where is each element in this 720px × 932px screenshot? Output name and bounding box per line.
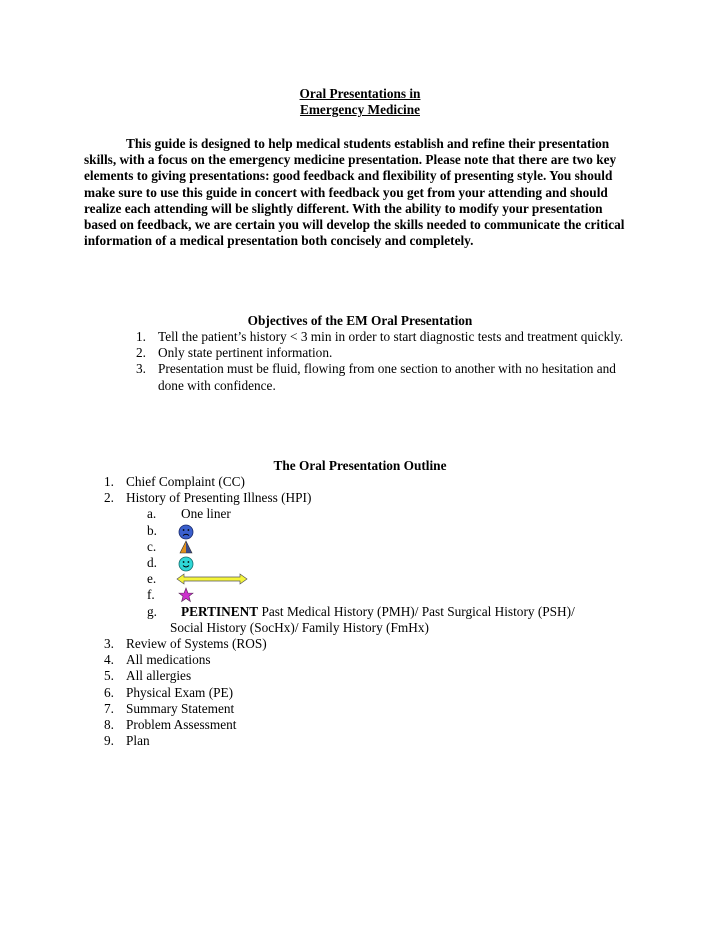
outline-item: [104, 474, 626, 490]
outline-item: [104, 635, 626, 652]
title-line-2: Emergency Medicine: [299, 102, 420, 118]
outline-text: Physical Exam (PE): [126, 684, 234, 700]
smiley-face-icon: [178, 556, 194, 572]
outline-text: Review of Systems (ROS): [126, 635, 267, 651]
hpi-sub-letter: e.: [147, 571, 157, 587]
title-line-1: Oral Presentations in: [299, 86, 421, 101]
outline-text: History of Presenting Illness (HPI): [126, 490, 312, 506]
document-title: [0, 86, 720, 118]
hpi-sub-item: [126, 555, 626, 571]
outline-text: All medications: [126, 652, 211, 668]
objective-number: 2.: [136, 345, 146, 361]
outline-number: 2.: [104, 490, 114, 506]
outline-item: [104, 668, 626, 684]
outline-text: Chief Complaint (CC): [126, 474, 245, 489]
objectives-list: [136, 329, 628, 394]
objective-number: 3.: [136, 361, 146, 377]
hpi-sub-letter: c.: [147, 538, 157, 554]
hpi-sub-letter: g.: [147, 603, 157, 619]
double-arrow-icon: [176, 573, 248, 585]
outline-number: 3.: [104, 635, 114, 651]
outline-number: 4.: [104, 652, 114, 668]
hpi-sub-letter: b.: [147, 522, 157, 538]
objective-text: Tell the patient’s history < 3 min in order to start diagnostic tests and treatment quickly.: [158, 329, 624, 344]
outline-number: 5.: [104, 668, 114, 684]
hpi-sub-item: [126, 506, 626, 522]
objective-item: [136, 329, 628, 345]
hpi-sub-text: One liner: [181, 506, 231, 522]
outline-number: 9.: [104, 733, 114, 749]
pertinent-history-line-1: Past Medical History (PMH)/ Past Surgical History (PSH)/: [261, 603, 575, 619]
outline-item: [104, 733, 626, 749]
outline-item: [104, 490, 626, 636]
sad-face-icon: [178, 524, 194, 540]
pertinent-history-line-2: Social History (SocHx)/ Family History (FmHx): [170, 619, 429, 635]
hpi-sub-letter: a.: [147, 506, 157, 522]
hpi-sub-item: [126, 539, 626, 555]
outline-heading: The Oral Presentation Outline: [273, 458, 447, 473]
intro-text: This guide is designed to help medical students establish and refine their presentation skills, with a focus on the emergency medicine presentation. Please note that there are two key elements to giving presentations: good feedback and flexibility of presenting style. You should make sure to use this guide in concert with feedback you get from your attending and should realize each attending will be slightly different. With the ability to modify your presentation based on feedback, we are certain you will develop the skills needed to communicate the critical information of a medical presentation both concisely and completely.: [84, 136, 625, 249]
intro-paragraph: [84, 136, 636, 249]
outline-list: [104, 474, 626, 749]
pertinent-label: PERTINENT: [181, 603, 259, 619]
outline-text: All allergies: [126, 668, 192, 684]
outline-item: [104, 684, 626, 701]
objective-text: Only state pertinent information.: [158, 345, 333, 361]
hpi-sub-letter: f.: [147, 587, 155, 603]
objective-text: Presentation must be fluid, flowing from one section to another with no hesitation and done with confidence.: [158, 361, 616, 393]
outline-item: [104, 700, 626, 717]
objective-number: 1.: [136, 329, 146, 344]
outline-item: [104, 716, 626, 733]
star-icon: [178, 587, 194, 603]
hpi-sub-item: [126, 571, 626, 587]
outline-text: Problem Assessment: [126, 716, 237, 732]
objectives-heading: Objectives of the EM Oral Presentation: [247, 313, 473, 328]
hpi-sub-letter: d.: [147, 554, 157, 570]
outline-number: 1.: [104, 474, 114, 489]
outline-text: Plan: [126, 733, 150, 749]
pertinent-history-text: [126, 604, 626, 636]
outline-number: 7.: [104, 700, 114, 716]
objective-item: [136, 361, 628, 393]
objective-item: [136, 345, 628, 361]
hpi-sub-item-pertinent-history: [126, 604, 626, 636]
outline-number: 8.: [104, 716, 114, 732]
outline-number: 6.: [104, 684, 114, 700]
hpi-sub-item: [126, 523, 626, 539]
hpi-sublist: [126, 506, 626, 636]
triangle-icon: [179, 540, 193, 554]
hpi-sub-item: [126, 587, 626, 603]
outline-item: [104, 652, 626, 668]
outline-text: Summary Statement: [126, 700, 235, 716]
